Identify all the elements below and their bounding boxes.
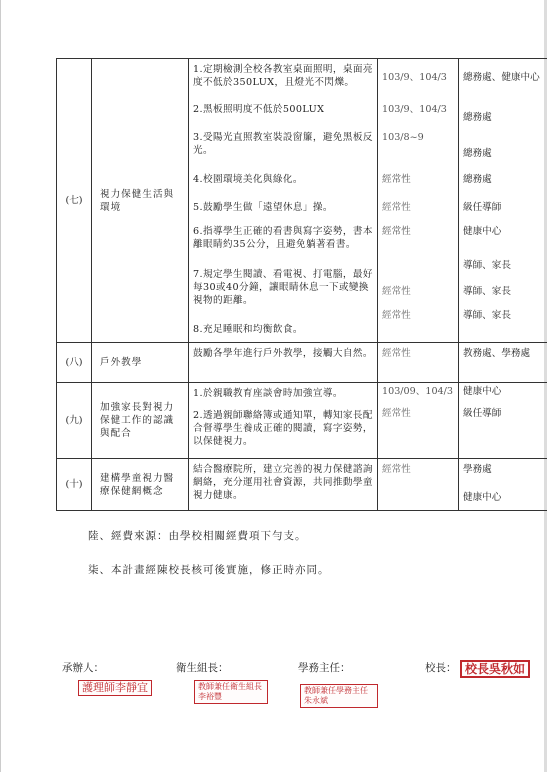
row-time: 經常性 — [378, 459, 459, 511]
row-unit — [459, 383, 547, 459]
desc-4: 4.校園環境美化與綠化。 — [193, 174, 303, 185]
row-item: 建構學童視力醫療保健網概念 — [92, 459, 189, 511]
desc-3: 3.受陽光直照教室裝設窗簾，避免黑板反光。 — [193, 132, 373, 156]
row-unit — [459, 459, 547, 511]
desc: 鼓勵各學年進行戶外教學，接觸大自然。 — [193, 348, 373, 359]
unit-2: 健康中心 — [463, 492, 502, 503]
table-row — [57, 59, 547, 343]
time-7: 經常性 — [382, 286, 411, 297]
time-3: 103/8~9 — [382, 132, 424, 143]
affairs-stamp: 教師兼任學務主任朱永斌 — [300, 684, 378, 708]
organizer-stamp: 護理師李靜宜 — [78, 680, 152, 696]
unit-7a: 導師、家長 — [463, 260, 511, 271]
affairs-label: 學務主任： — [298, 662, 351, 674]
row-desc — [189, 383, 378, 459]
row-time — [378, 383, 459, 459]
desc-8: 8.充足睡眠和均衡飲食。 — [193, 324, 303, 335]
unit-4: 總務處 — [463, 174, 492, 185]
plan-table — [56, 58, 547, 511]
unit-5: 級任導師 — [463, 202, 502, 213]
desc-5: 5.鼓勵學生做「遠望休息」操。 — [193, 202, 333, 213]
row-desc — [189, 59, 378, 343]
approval-text: 柒、本計畫經陳校長核可後實施，修正時亦同。 — [88, 564, 330, 576]
time-8: 經常性 — [382, 310, 411, 321]
time-6: 經常性 — [382, 226, 411, 237]
row-item: 加強家長對視力保健工作的認識與配合 — [92, 383, 189, 459]
time-2: 經常性 — [382, 408, 411, 419]
principal-label: 校長： — [425, 662, 457, 674]
health-stamp: 教師兼任衛生組長李裕豐 — [194, 680, 268, 704]
time-1: 103/09、104/3 — [382, 386, 453, 397]
desc-2: 2.黑板照明度不低於500LUX — [193, 104, 325, 115]
unit-1: 總務處、健康中心 — [463, 72, 540, 83]
row-item: 視力保健生活與環境 — [92, 59, 189, 343]
unit-8: 導師、家長 — [463, 310, 511, 321]
row-number: (八) — [57, 343, 92, 383]
organizer-label: 承辦人： — [62, 662, 104, 674]
desc-7: 7.規定學生閱讀、看電視、打電腦，最好每30或40分鐘，讓眼睛休息一下或變換視物的距離。 — [193, 269, 373, 306]
row-unit: 教務處、學務處 — [459, 343, 547, 383]
unit-1: 學務處 — [463, 464, 492, 475]
row-unit — [459, 59, 547, 343]
row-number: (九) — [57, 383, 92, 459]
time-4: 經常性 — [382, 174, 411, 185]
desc-6: 6.指導學生正確的看書與寫字姿勢，書本離眼睛約35公分，且避免躺著看書。 — [193, 226, 373, 250]
unit-2: 級任導師 — [463, 408, 502, 419]
desc-1: 1.於親職教育座談會時加強宣導。 — [193, 388, 343, 399]
time-2: 103/9、104/3 — [382, 104, 447, 115]
unit-2: 總務處 — [463, 112, 492, 123]
table-row — [57, 343, 547, 383]
desc-2: 2.透過親師聯絡簿或通知單，轉知家長配合督導學生養成正確的閱讀，寫字姿勢，以保健視力。 — [193, 410, 373, 447]
row-desc — [189, 343, 378, 383]
principal-stamp: 校長吳秋如 — [460, 660, 530, 678]
table-row — [57, 383, 547, 459]
unit-6: 健康中心 — [463, 226, 502, 237]
time-1: 103/9、104/3 — [382, 72, 447, 83]
row-number: (七) — [57, 59, 92, 343]
desc: 結合醫療院所，建立完善的視力保健諮詢網絡，充分運用社會資源，共同推動學童視力健康。 — [193, 464, 373, 501]
row-time — [378, 59, 459, 343]
funding-text: 陸、經費來源：由學校相關經費項下勻支。 — [88, 530, 307, 542]
row-time: 經常性 — [378, 343, 459, 383]
desc-1: 1.定期檢測全校各教室桌面照明，桌面亮度不低於350LUX，且燈光不閃爍。 — [193, 64, 373, 88]
row-item: 戶外教學 — [92, 343, 189, 383]
row-number: (十) — [57, 459, 92, 511]
unit-3: 總務處 — [463, 148, 492, 159]
health-label: 衛生組長： — [176, 662, 229, 674]
unit-7: 導師、家長 — [463, 286, 511, 297]
unit-1: 健康中心 — [463, 386, 502, 397]
table-row — [57, 459, 547, 511]
row-desc — [189, 459, 378, 511]
time-5: 經常性 — [382, 202, 411, 213]
